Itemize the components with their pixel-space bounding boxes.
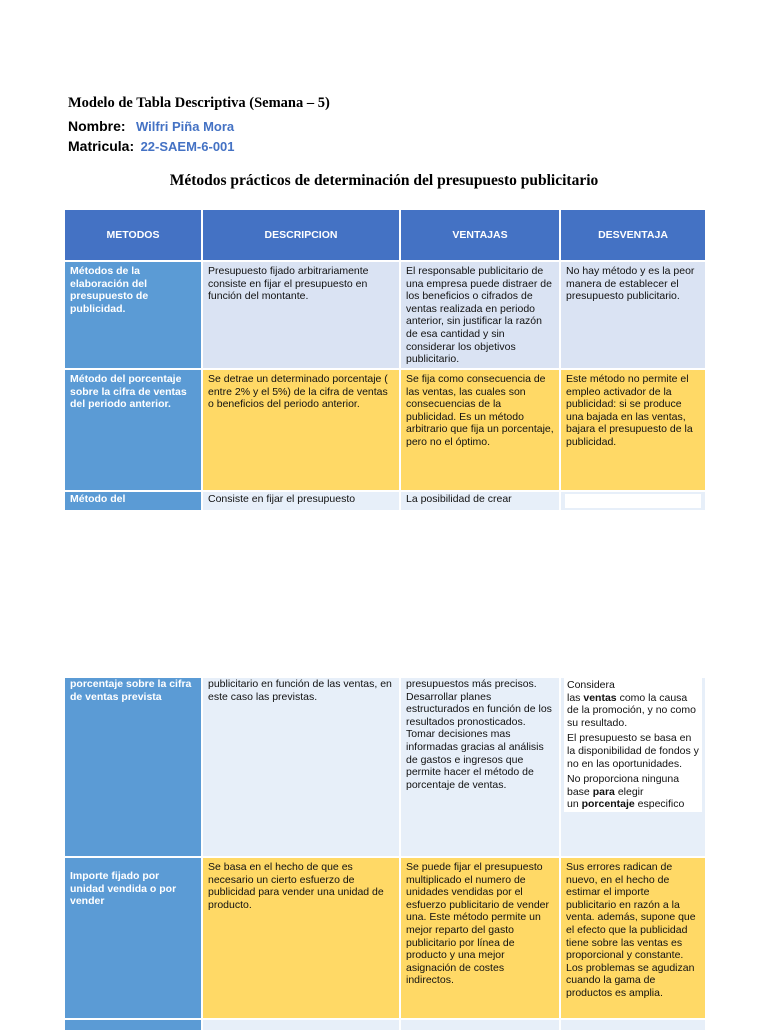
table-row [64,491,706,511]
ventajas-cell: Se puede fijar el presupuesto multiplicado el numero de unidades vendidas por el esfuerzo publicitario de vender una. Este método permite un mejor reparto del gasto publicitario por línea de producto y una mejor asignación de costes indirectos. [400,857,560,1019]
table-title: Métodos prácticos de determinación del presupuesto publicitario [169,172,599,189]
ventajas-cell: La posibilidad de crear [400,491,560,511]
methods-table-page2 [63,676,707,1032]
desventaja-cell: No hay método y es la peor manera de establecer el presupuesto publicitario. [560,261,706,369]
text-span: No proporciona ninguna base [567,773,680,798]
descripcion-cell: publicitario en función de las ventas, en este caso las previstas. [202,677,400,857]
matricula-line [68,138,235,156]
ventajas-cell [400,1019,560,1031]
descripcion-cell [202,1019,400,1031]
text-span: las [567,691,581,704]
methods-table-page1 [63,208,707,512]
desventaja-cell [560,1019,706,1031]
table-row [64,261,706,369]
descripcion-cell: Presupuesto fijado arbitrariamente consiste en fijar el presupuesto en función del montante. [202,261,400,369]
table-row [64,857,706,1019]
descripcion-cell: Se basa en el hecho de que es necesario un cierto esfuerzo de publicidad para vender una unidad de producto. [202,857,400,1019]
bold-text: porcentaje [581,798,635,811]
metodo-cell: Métodos de la elaboración del presupuesto de publicidad. [64,261,202,369]
desventaja-cell: Este método no permite el empleo activador de la publicidad: si se produce una bajada en las ventas, bajara el presupuesto de la publicidad. [560,369,706,491]
text-span: elegir [617,785,644,798]
ventajas-cell: presupuestos más precisos. Desarrollar planes estructurados en función de los resultados pronosticados. Tomar decisiones mas informadas gracias al análisis de gastos e ingresos que permite hacer el método de porcentaje de ventas. [400,677,560,857]
desventaja-paragraph [567,679,699,729]
bold-text: ventas [583,691,617,704]
bold-text: para [592,785,615,798]
doc-title: Modelo de Tabla Descriptiva (Semana – 5) [68,95,330,111]
metodo-cell: Importe fijado por unidad vendida o por vender [64,857,202,1019]
descripcion-cell: Se detrae un determinado porcentaje ( entre 2% y el 5%) de la cifra de ventas o beneficios del periodo anterior. [202,369,400,491]
desventaja-paragraph [567,773,699,811]
nombre-label: Nombre: [68,118,126,134]
desventaja-cell [560,677,706,857]
header-metodos: METODOS [64,209,202,261]
table-header-row [64,209,706,261]
ventajas-cell: El responsable publicitario de una empresa puede distraer de los beneficios o cifrados de ventas realizada en periodo anterior, sin justificar la razón de esa cantidad y sin considerar los objetivos publicitario. [400,261,560,369]
text-span: Considera [567,679,615,691]
text-span: como la causa de la promoción, y no como su resultado. [567,691,696,729]
metodo-cell: Método del porcentaje sobre la cifra de ventas del periodo anterior. [64,369,202,491]
table-row [64,677,706,857]
nombre-line [68,118,234,136]
matricula-value: 22-SAEM-6-001 [140,139,235,154]
desventaja-content [564,678,702,812]
ventajas-cell: Se fija como consecuencia de las ventas, las cuales son consecuencias de la publicidad. Es un método arbitrario que fija un porcentaje, pero no el óptimo. [400,369,560,491]
header-ventajas: VENTAJAS [400,209,560,261]
metodo-cell: Método del [64,491,202,511]
desventaja-cell: Sus errores radican de nuevo, en el hecho de estimar el importe publicitario en razón a la venta. además, supone que el efecto que la publicidad tiene sobre las ventas es proporcional y constante. Los problemas se agudizan cuando la gama de productos es amplia. [560,857,706,1019]
table-row [64,369,706,491]
matricula-label: Matricula: [68,138,135,154]
header-descripcion: DESCRIPCION [202,209,400,261]
text-span: especifico [637,798,685,811]
metodo-cell: porcentaje sobre la cifra de ventas prevista [64,677,202,857]
desventaja-paragraph: El presupuesto se basa en la disponibilidad de fondos y no en las oportunidades. [567,732,699,770]
desventaja-cell [560,491,706,511]
blank-box [565,494,701,508]
page-gap [0,510,768,676]
descripcion-cell: Consiste en fijar el presupuesto [202,491,400,511]
table-row-cut [64,1019,706,1031]
nombre-value: Wilfri Piña Mora [136,119,235,134]
header-desventaja: DESVENTAJA [560,209,706,261]
text-span: un [567,798,579,811]
metodo-cell [64,1019,202,1031]
